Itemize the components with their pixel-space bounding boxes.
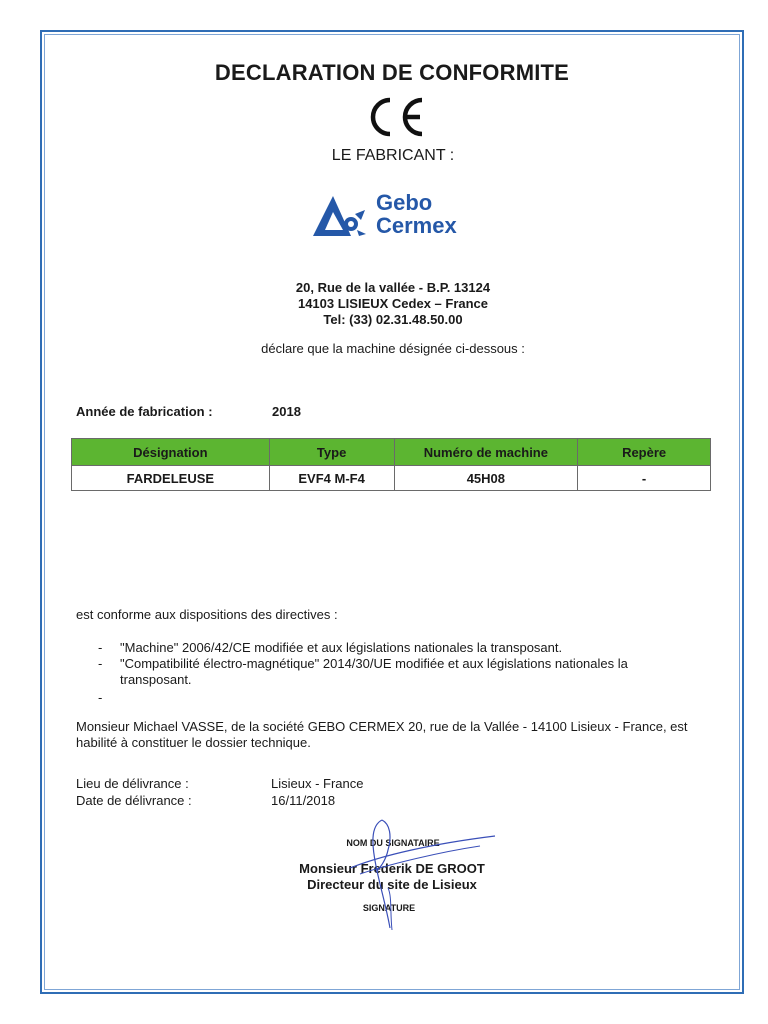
- address-line-2: 14103 LISIEUX Cedex – France: [297, 296, 489, 311]
- table-row: [72, 466, 711, 491]
- signatory-label: NOM DU SIGNATAIRE: [346, 838, 440, 848]
- column-header: Désignation: [72, 439, 270, 466]
- address-line-1: 20, Rue de la vallée - B.P. 13124: [295, 280, 491, 295]
- repere-cell: -: [578, 466, 711, 491]
- lieu-label: Lieu de délivrance :: [76, 776, 189, 791]
- fabricant-label: LE FABRICANT :: [331, 147, 455, 164]
- lieu-value: Lisieux - France: [271, 776, 364, 791]
- directives-list: [76, 640, 696, 706]
- designation-cell: FARDELEUSE: [72, 466, 270, 491]
- logo-line-2: Cermex: [376, 213, 457, 238]
- logo-line-1: Gebo: [376, 190, 433, 215]
- list-item: [76, 656, 696, 688]
- ce-mark-icon: [362, 96, 426, 138]
- type-cell: EVF4 M-F4: [269, 466, 394, 491]
- date-label: Date de délivrance :: [76, 793, 192, 808]
- signatory-name: Monsieur Frederik DE GROOT: [299, 861, 485, 876]
- year-label: Année de fabrication :: [76, 404, 213, 419]
- technical-file-statement: Monsieur Michael VASSE, de la société GEBO CERMEX 20, rue de la Vallée - 14100 Lisieux - France, est habilité à constituer le dossier technique.: [76, 719, 688, 750]
- directive-text: "Compatibilité électro-magnétique" 2014/30/UE modifiée et aux législations nationales la transposant.: [120, 656, 628, 687]
- list-bullet: -: [98, 640, 103, 655]
- list-bullet: -: [98, 656, 103, 671]
- declare-text: déclare que la machine désignée ci-dessous :: [261, 341, 525, 356]
- column-header: Numéro de machine: [394, 439, 578, 466]
- year-value: 2018: [272, 404, 301, 419]
- machine-table-header: [72, 439, 711, 466]
- machine-number-cell: 45H08: [394, 466, 578, 491]
- document-title: DECLARATION DE CONFORMITE: [214, 60, 570, 85]
- column-header: Type: [269, 439, 394, 466]
- gebo-cermex-logo-icon: [311, 194, 367, 238]
- list-bullet: -: [98, 690, 103, 705]
- handwritten-signature: [330, 816, 510, 936]
- list-item: [76, 640, 696, 656]
- directive-text: "Machine" 2006/42/CE modifiée et aux législations nationales la transposant.: [120, 640, 563, 655]
- address-phone: Tel: (33) 02.31.48.50.00: [323, 312, 463, 327]
- machine-table: [71, 438, 711, 491]
- list-item: [76, 690, 696, 706]
- signature-label: SIGNATURE: [362, 903, 416, 913]
- logo-wordmark: [376, 191, 457, 237]
- date-value: 16/11/2018: [271, 793, 336, 808]
- signatory-role: Directeur du site de Lisieux: [307, 877, 477, 892]
- conforme-text: est conforme aux dispositions des directives :: [76, 607, 338, 622]
- column-header: Repère: [578, 439, 711, 466]
